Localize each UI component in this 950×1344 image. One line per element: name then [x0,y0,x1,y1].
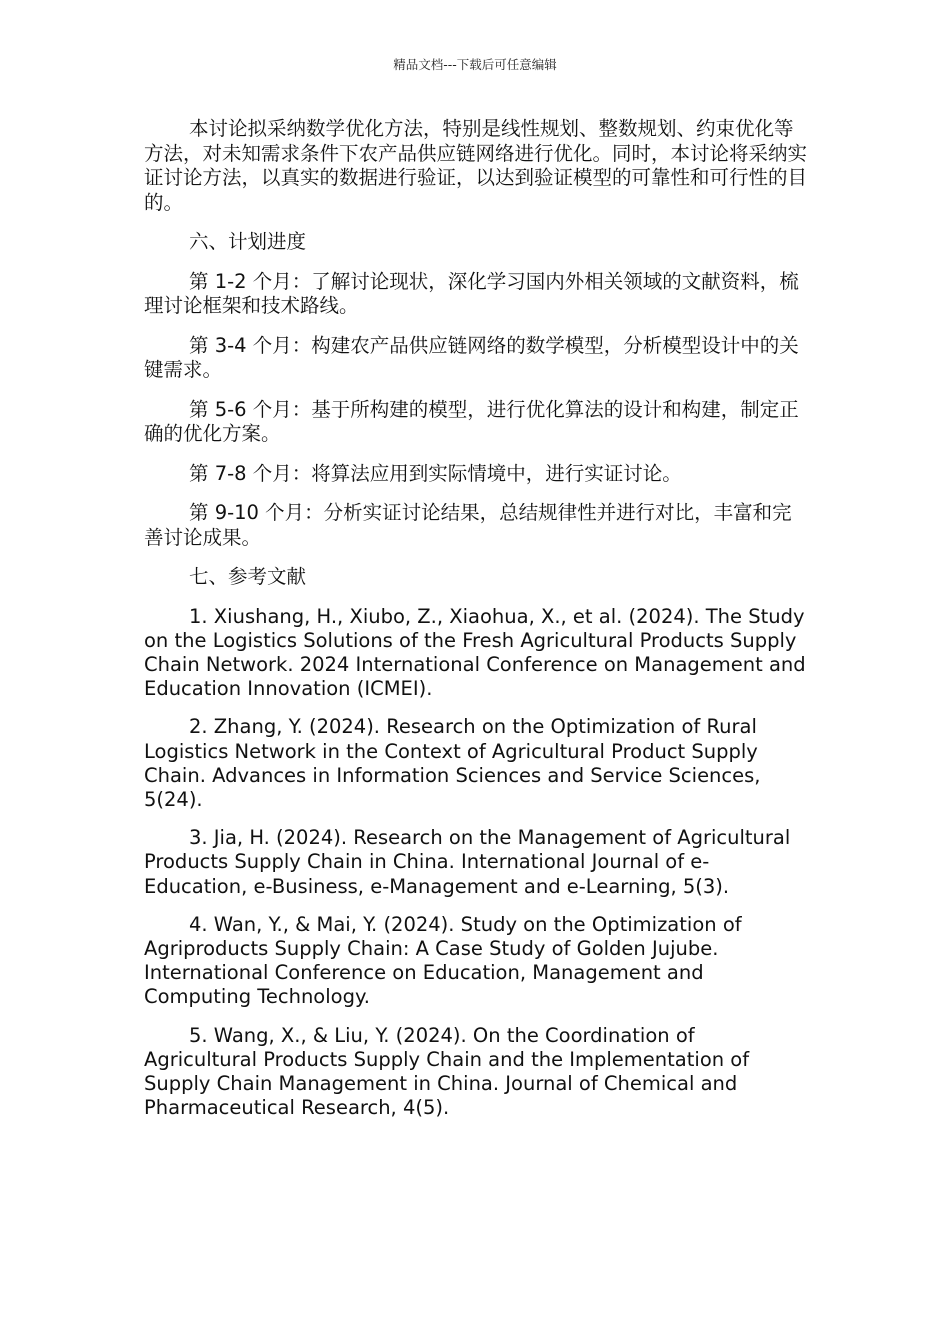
intro-paragraph: 本讨论拟采纳数学优化方法，特别是线性规划、整数规划、约束优化等方法，对未知需求条件下农产品供应链网络进行优化。同时，本讨论将采纳实证讨论方法，以真实的数据进行验证，以达到验证模型的可靠性和可行性的目的。 [144,117,808,214]
document-body [144,117,808,1134]
reference-item: 5. Wang, X., & Liu, Y. (2024). On the Coordination of Agricultural Products Supply Chain and the Implementation of Supply Chain Management in China. Journal of Chemical and Pharmaceutical Research, 4(5). [144,1023,750,1120]
schedule-item: 第 7-8 个月：将算法应用到实际情境中，进行实证讨论。 [189,461,682,485]
references-heading: 七、参考文献 [189,565,307,588]
reference-item: 2. Zhang, Y. (2024). Research on the Optimization of Rural Logistics Network in the Context of Agricultural Product Supply Chain. Advances in Information Sciences and Service Sciences, 5(24). [144,715,761,811]
reference-item: 1. Xiushang, H., Xiubo, Z., Xiaohua, X., et al. (2024). The Study on the Logistics Solutions of the Fresh Agricultural Products Supply Chain Network. 2024 International Conference on Management and Education Innovation (ICMEI). [144,604,806,701]
schedule-item: 第 9-10 个月：分析实证讨论结果，总结规律性并进行对比，丰富和完善讨论成果。 [144,501,792,549]
reference-item: 3. Jia, H. (2024). Research on the Management of Agricultural Products Supply Chain in China. International Journal of e-Education, e-Business, e-Management and e-Learning, 5(3). [144,826,791,898]
schedule-item: 第 1-2 个月：了解讨论现状，深化学习国内外相关领域的文献资料，梳理讨论框架和技术路线。 [144,269,799,317]
schedule-item: 第 3-4 个月：构建农产品供应链网络的数学模型，分析模型设计中的关键需求。 [144,333,799,381]
schedule-heading: 六、计划进度 [189,230,307,253]
page-header: 精品文档---下载后可任意编辑 [393,57,557,72]
schedule-item: 第 5-6 个月：基于所构建的模型，进行优化算法的设计和构建，制定正确的优化方案。 [144,397,799,445]
reference-item: 4. Wan, Y., & Mai, Y. (2024). Study on the Optimization of Agriproducts Supply Chain: A Case Study of Golden Jujube. International Conference on Education, Management and Computing Technology. [144,912,742,1009]
